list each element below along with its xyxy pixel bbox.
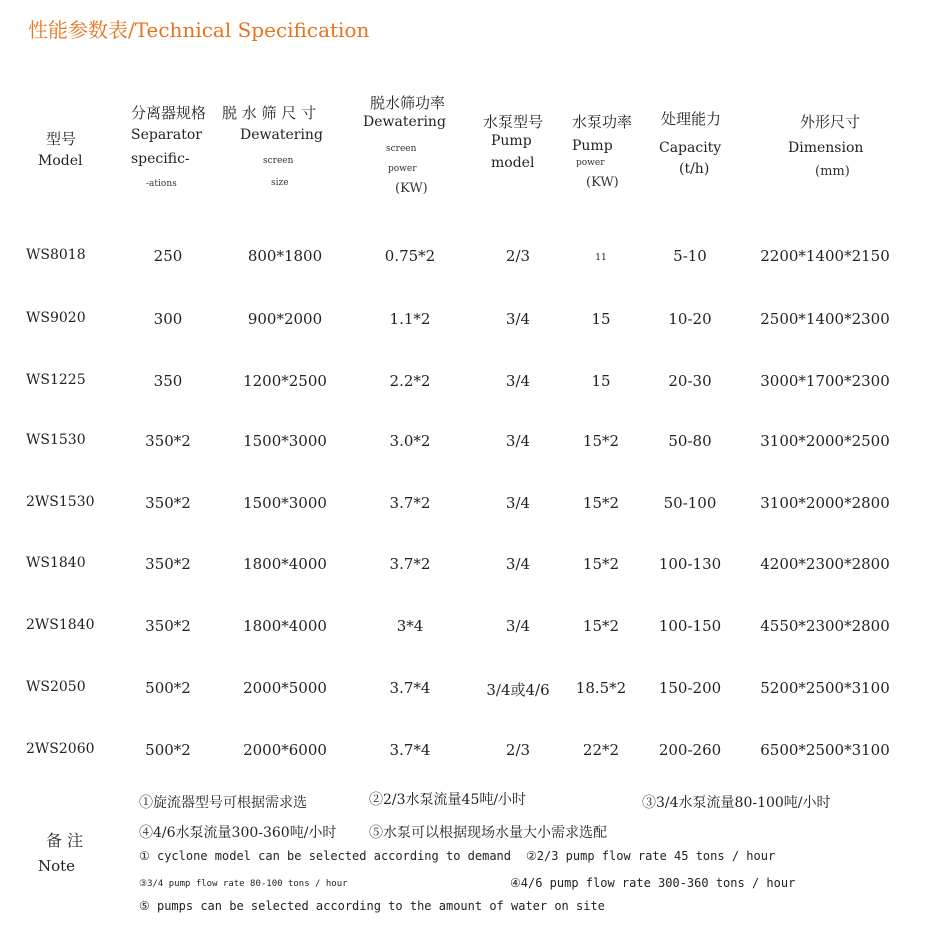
cell-screen: 1200*2500 <box>243 372 327 390</box>
cell-screen: 900*2000 <box>247 310 323 328</box>
cell-separator: 350*2 <box>145 617 191 635</box>
cell-capacity: 50-100 <box>663 494 717 512</box>
header-separator-en: -ations <box>146 179 177 189</box>
cell-pump: 2/3 <box>505 741 531 759</box>
cell-pump: 3/4 <box>505 372 531 390</box>
header-capacity-cn: 处理能力 <box>661 110 722 128</box>
cell-power: 3*4 <box>396 617 424 635</box>
cell-dimension: 5200*2500*3100 <box>760 679 890 697</box>
header-power-cn: 脱水筛功率 <box>370 94 446 112</box>
cell-pump: 3/4 <box>505 432 531 450</box>
cell-dimension: 4550*2300*2800 <box>760 617 890 635</box>
cell-power: 3.7*4 <box>389 679 431 697</box>
cell-model: 2WS1840 <box>26 617 95 633</box>
cell-capacity: 100-130 <box>658 555 722 573</box>
cell-pump: 3/4 <box>505 617 531 635</box>
header-screen-en: size <box>271 178 289 188</box>
cell-power: 3.0*2 <box>389 432 431 450</box>
header-separator-en: specific- <box>131 151 190 167</box>
note-4-cn: ④4/6水泵流量300-360吨/小时 <box>139 825 337 841</box>
note-4-en: ④4/6 pump flow rate 300-360 tons / hour <box>510 876 796 890</box>
cell-power: 2.2*2 <box>389 372 431 390</box>
header-power-en: power <box>388 164 417 174</box>
cell-power: 0.75*2 <box>384 247 436 265</box>
cell-power: 3.7*2 <box>389 555 431 573</box>
cell-dimension: 3100*2000*2500 <box>760 432 890 450</box>
note-label-cn: 备 注 <box>46 831 84 850</box>
cell-screen: 1500*3000 <box>243 494 327 512</box>
cell-separator: 500*2 <box>145 741 191 759</box>
note-5-cn: ⑤水泵可以根据现场水量大小需求选配 <box>369 825 607 841</box>
header-screen-en: screen <box>263 156 294 166</box>
cell-screen: 800*1800 <box>247 247 323 265</box>
cell-dimension: 2200*1400*2150 <box>760 247 890 265</box>
cell-dimension: 4200*2300*2800 <box>760 555 890 573</box>
cell-separator: 250 <box>153 247 183 265</box>
cell-pump-power: 11 <box>595 253 607 263</box>
cell-capacity: 20-30 <box>668 372 712 390</box>
cell-pump-power: 15 <box>591 372 611 390</box>
cell-pump-power: 15*2 <box>582 432 620 450</box>
cell-screen: 1800*4000 <box>243 617 327 635</box>
cell-pump-power: 18.5*2 <box>575 679 627 697</box>
cell-model: 2WS2060 <box>26 741 95 757</box>
cell-screen: 2000*6000 <box>243 741 327 759</box>
cell-separator: 350*2 <box>145 432 191 450</box>
cell-model: WS9020 <box>26 310 86 326</box>
cell-capacity: 100-150 <box>658 617 722 635</box>
header-separator-cn: 分离器规格 <box>131 104 207 122</box>
header-dimension-en: Dimension <box>788 140 864 156</box>
header-power-en: Dewatering <box>363 114 446 130</box>
cell-pump: 2/3 <box>505 247 531 265</box>
note-label-en: Note <box>38 857 76 875</box>
note-1-cn: ①旋流器型号可根据需求选 <box>139 795 307 811</box>
cell-pump: 3/4 <box>505 310 531 328</box>
cell-pump-power: 15 <box>591 310 611 328</box>
cell-pump-power: 15*2 <box>582 494 620 512</box>
page-title: 性能参数表/Technical Specification <box>28 18 370 42</box>
cell-pump: 3/4或4/6 <box>486 681 550 699</box>
header-pump-power-unit: (KW) <box>586 175 619 190</box>
cell-pump-power: 15*2 <box>582 555 620 573</box>
header-pump-en: model <box>491 155 535 171</box>
cell-dimension: 2500*1400*2300 <box>760 310 890 328</box>
cell-model: 2WS1530 <box>26 494 95 510</box>
cell-capacity: 10-20 <box>668 310 712 328</box>
cell-capacity: 200-260 <box>658 741 722 759</box>
cell-power: 1.1*2 <box>389 310 431 328</box>
cell-screen: 1500*3000 <box>243 432 327 450</box>
header-pump-power-cn: 水泵功率 <box>572 113 633 131</box>
cell-capacity: 5-10 <box>673 247 707 265</box>
cell-model: WS1225 <box>26 372 86 388</box>
header-power-en: screen <box>386 144 417 154</box>
header-dimension-unit: (mm) <box>815 164 850 179</box>
cell-capacity: 150-200 <box>658 679 722 697</box>
cell-separator: 350*2 <box>145 555 191 573</box>
cell-power: 3.7*2 <box>389 494 431 512</box>
note-3-en: ③3/4 pump flow rate 80-100 tons / hour <box>139 879 348 889</box>
cell-pump-power: 15*2 <box>582 617 620 635</box>
header-model-en: Model <box>38 153 83 169</box>
note-3-cn: ③3/4水泵流量80-100吨/小时 <box>642 795 831 811</box>
cell-pump-power: 22*2 <box>582 741 620 759</box>
note-2-en: ②2/3 pump flow rate 45 tons / hour <box>526 849 776 863</box>
header-model-cn: 型号 <box>46 130 77 148</box>
cell-separator: 300 <box>153 310 183 328</box>
cell-pump: 3/4 <box>505 494 531 512</box>
cell-power: 3.7*4 <box>389 741 431 759</box>
note-5-en: ⑤ pumps can be selected according to the amount of water on site <box>139 899 605 913</box>
header-separator-en: Separator <box>131 127 202 143</box>
cell-separator: 500*2 <box>145 679 191 697</box>
cell-capacity: 50-80 <box>668 432 712 450</box>
header-pump-power-en: Pump <box>572 138 613 154</box>
cell-model: WS8018 <box>26 247 86 263</box>
header-capacity-unit: (t/h) <box>679 161 710 177</box>
cell-separator: 350 <box>153 372 183 390</box>
cell-dimension: 3000*1700*2300 <box>760 372 890 390</box>
header-screen-en: Dewatering <box>240 127 323 143</box>
header-power-unit: (KW) <box>395 181 428 196</box>
header-dimension-cn: 外形尺寸 <box>800 113 861 131</box>
header-pump-cn: 水泵型号 <box>483 113 544 131</box>
header-capacity-en: Capacity <box>659 140 722 156</box>
cell-screen: 1800*4000 <box>243 555 327 573</box>
header-pump-power-en: power <box>576 158 605 168</box>
cell-model: WS1840 <box>26 555 86 571</box>
note-1-en: ① cyclone model can be selected according to demand <box>139 849 511 863</box>
cell-separator: 350*2 <box>145 494 191 512</box>
header-screen-cn: 脱 水 筛 尺 寸 <box>222 104 317 122</box>
cell-dimension: 6500*2500*3100 <box>760 741 890 759</box>
cell-screen: 2000*5000 <box>243 679 327 697</box>
cell-model: WS2050 <box>26 679 86 695</box>
cell-dimension: 3100*2000*2800 <box>760 494 890 512</box>
cell-model: WS1530 <box>26 432 86 448</box>
note-2-cn: ②2/3水泵流量45吨/小时 <box>369 792 527 808</box>
header-pump-en: Pump <box>491 133 532 149</box>
cell-pump: 3/4 <box>505 555 531 573</box>
